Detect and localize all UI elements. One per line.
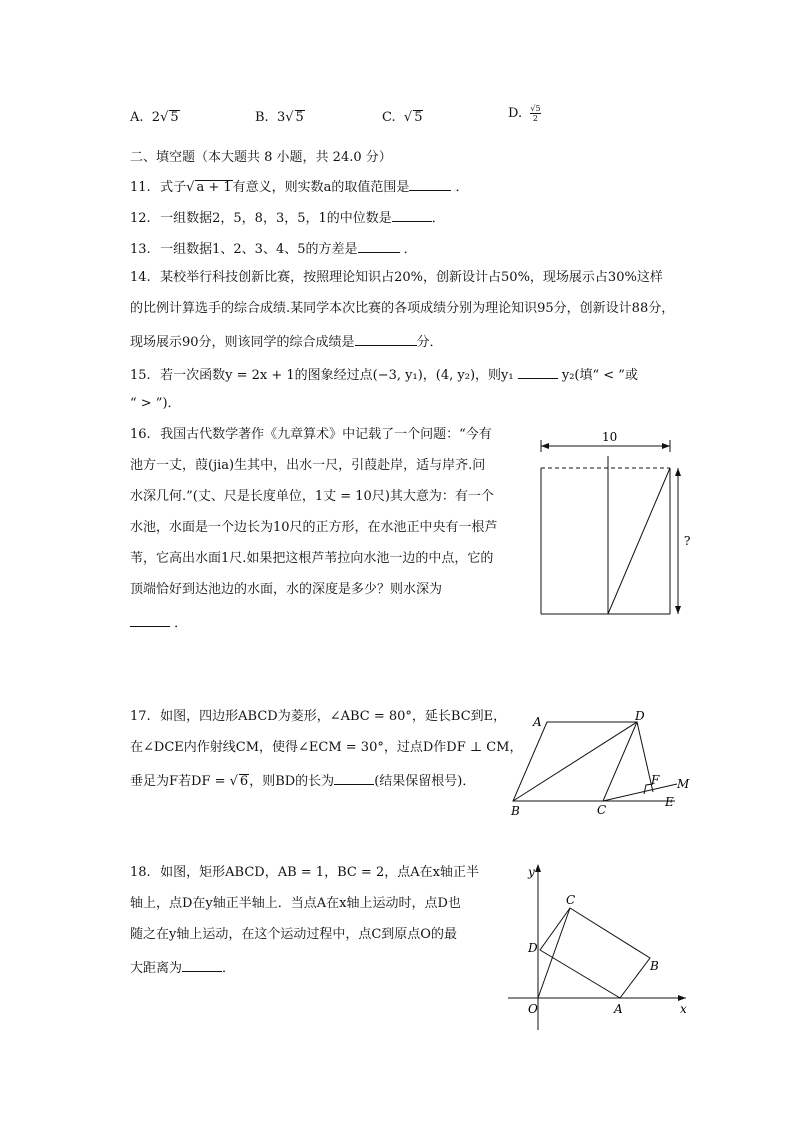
option-b-label: B. [255, 110, 269, 125]
q13-number: 13. [130, 242, 151, 257]
q18-end: ． [222, 961, 236, 976]
option-b-radicand: 5 [295, 110, 304, 125]
label-b: B [650, 959, 659, 973]
arrow-right [662, 443, 670, 449]
question-14-line-1 [130, 269, 663, 287]
option-d-denominator: 2 [532, 114, 538, 123]
q12-text: 一组数据2，5，8，3，5，1的中位数是 [160, 211, 392, 226]
q18-text-4: 大距离为 [130, 961, 183, 976]
q11-number: 11. [130, 180, 151, 195]
question-16-line-4: 水池，水面是一个边长为10尺的正方形，在水池正中央有一根芦 [130, 520, 498, 535]
question-18-line-3: 随之在y轴上运动，在这个运动过程中，点C到原点O的最 [130, 927, 457, 942]
q15-text-1: 若一次函数y = 2x + 1的图象经过点(−3, y₁)，(4, y₂)，则y₁ [160, 368, 514, 383]
q13-text: 一组数据1、2、3、4、5的方差是 [160, 242, 358, 257]
q14-end: 分． [416, 335, 443, 350]
q11-pre: 式子 [160, 180, 187, 195]
q18-coordinate-figure [500, 858, 700, 1034]
question-15-line-2: “ > ”)． [130, 396, 181, 411]
section-title: 二、填空题（本大题共 8 小题，共 24.0 分） [130, 150, 392, 165]
q11-end: ． [455, 180, 469, 195]
x-axis-arrow [678, 995, 686, 1001]
question-18-line-2: 轴上，点D在y轴正半轴上．当点A在x轴上运动时，点D也 [130, 896, 461, 911]
q11-text: 有意义，则实数a的取值范围是 [232, 180, 410, 195]
q13-end: ． [403, 242, 417, 257]
q11-radicand: a + 1 [196, 180, 232, 195]
question-17-line-3: 垂足为F若DF = √ 6，则BD的长为 (结果保留根号)． [130, 770, 475, 791]
q17-number: 17. [130, 709, 151, 724]
q12-answer-blank[interactable] [392, 207, 432, 222]
q17-text-3b: ，则BD的长为 [249, 774, 335, 789]
y-axis-arrow [535, 864, 541, 872]
q15-answer-blank[interactable] [518, 364, 558, 379]
q16-end: ． [174, 616, 188, 631]
q15-number: 15. [130, 368, 151, 383]
question-16-line-7 [130, 612, 187, 633]
label-c: C [566, 893, 576, 907]
q18-number: 18. [130, 865, 151, 880]
q17-text-3c: (结果保留根号)． [374, 774, 476, 789]
question-17-line-2: 在∠DCE内作射线CM，使得∠ECM = 30°，过点D作DF ⊥ CM， [130, 740, 523, 755]
label-m: M [677, 777, 690, 791]
question-13 [130, 238, 417, 259]
option-a-coef: 2 [151, 110, 161, 125]
option-d-numerator: 5 [535, 104, 541, 113]
question-15-line-1 [130, 364, 638, 385]
question-11: 11. 式子√ a + 1有意义，则实数a的取值范围是 ． [130, 176, 469, 197]
label-b: B [511, 804, 520, 818]
option-b: B. 3√ 5 [255, 110, 304, 125]
q14-text-3: 现场展示90分，则该同学的综合成绩是 [130, 335, 355, 350]
q11-answer-blank[interactable] [409, 176, 451, 191]
q17-rhombus-figure [505, 706, 700, 820]
question-16-line-3: 水深几何.”(丈、尺是长度单位，1丈 = 10尺)其大意为：有一个 [130, 489, 494, 504]
question-16-line-6: 顶端恰好到达池边的水面，水的深度是多少？则水深为 [130, 582, 443, 597]
label-o: O [528, 1002, 538, 1016]
question-12 [130, 207, 445, 228]
label-x-axis: x [680, 1002, 687, 1016]
question-14-line-2: 的比例计算选手的综合成绩.某同学本次比赛的各项成绩分别为理论知识95分，创新设计88分， [130, 301, 675, 316]
q17-radicand: 6 [239, 774, 249, 789]
label-y-axis: y [528, 865, 535, 879]
option-a-radicand: 5 [170, 110, 179, 125]
option-b-coef: 3 [276, 110, 286, 125]
q18-text-1: 如图，矩形ABCD，AB = 1，BC = 2，点A在x轴正半 [160, 865, 479, 880]
width-label: 10 [602, 430, 618, 444]
q14-number: 14. [130, 270, 151, 285]
q13-answer-blank[interactable] [358, 238, 400, 253]
q16-answer-blank[interactable] [130, 612, 170, 627]
q17-text-1: 如图，四边形ABCD为菱形，∠ABC = 80°，延长BC到E， [160, 709, 507, 724]
arrow-up [675, 468, 681, 476]
question-16-line-1 [130, 426, 492, 444]
label-c: C [597, 803, 607, 817]
label-e: E [665, 795, 674, 809]
depth-label: ? [684, 534, 691, 548]
option-a: A. 2√ 5 [130, 110, 179, 125]
label-a: A [614, 1002, 623, 1016]
option-a-label: A. [130, 110, 144, 125]
question-18-line-4 [130, 957, 235, 978]
arrow-left [541, 443, 549, 449]
label-d: D [528, 941, 538, 955]
diagonal-bd [513, 722, 637, 801]
question-16-line-2: 池方一丈，葭(jia)生其中，出水一尺，引葭赴岸，适与岸齐.问 [130, 458, 486, 473]
rectangle-abcd [540, 908, 650, 998]
q17-text-3a: 垂足为F若DF = [130, 774, 230, 789]
q16-text-1: 我国古代数学著作《九章算术》中记载了一个问题：“今有 [160, 427, 492, 442]
option-d-label: D. [508, 106, 523, 121]
label-f: F [651, 773, 660, 787]
reed-pulled [608, 468, 670, 614]
q16-number: 16. [130, 427, 151, 442]
segment-oc [538, 908, 570, 998]
q14-text-1: 某校举行科技创新比赛，按照理论知识占20%，创新设计占50%，现场展示占30%这样 [160, 270, 663, 285]
label-d: D [635, 709, 645, 723]
option-c-label: C. [382, 110, 396, 125]
option-d [508, 104, 541, 123]
q15-text-2: y₂(填“ < ”或 [561, 368, 638, 383]
option-c: C. √ 5 [382, 110, 423, 125]
q16-pond-figure [530, 424, 710, 620]
q18-answer-blank[interactable] [182, 957, 222, 972]
label-a: A [533, 715, 542, 729]
question-16-line-5: 苇，它高出水面1尺.如果把这根芦苇拉向水池一边的中点，它的 [130, 551, 494, 566]
option-c-radicand: 5 [414, 110, 423, 125]
option-d-fraction: $\frac{√5}{2}$ [530, 104, 541, 123]
q17-answer-blank[interactable] [334, 770, 374, 785]
q12-number: 12. [130, 211, 151, 226]
q14-answer-blank[interactable] [355, 331, 417, 346]
q12-end: ． [431, 211, 445, 226]
question-14-line-3 [130, 331, 443, 352]
arrow-down [675, 606, 681, 614]
question-18-line-1 [130, 864, 479, 882]
question-17-line-1 [130, 708, 506, 726]
